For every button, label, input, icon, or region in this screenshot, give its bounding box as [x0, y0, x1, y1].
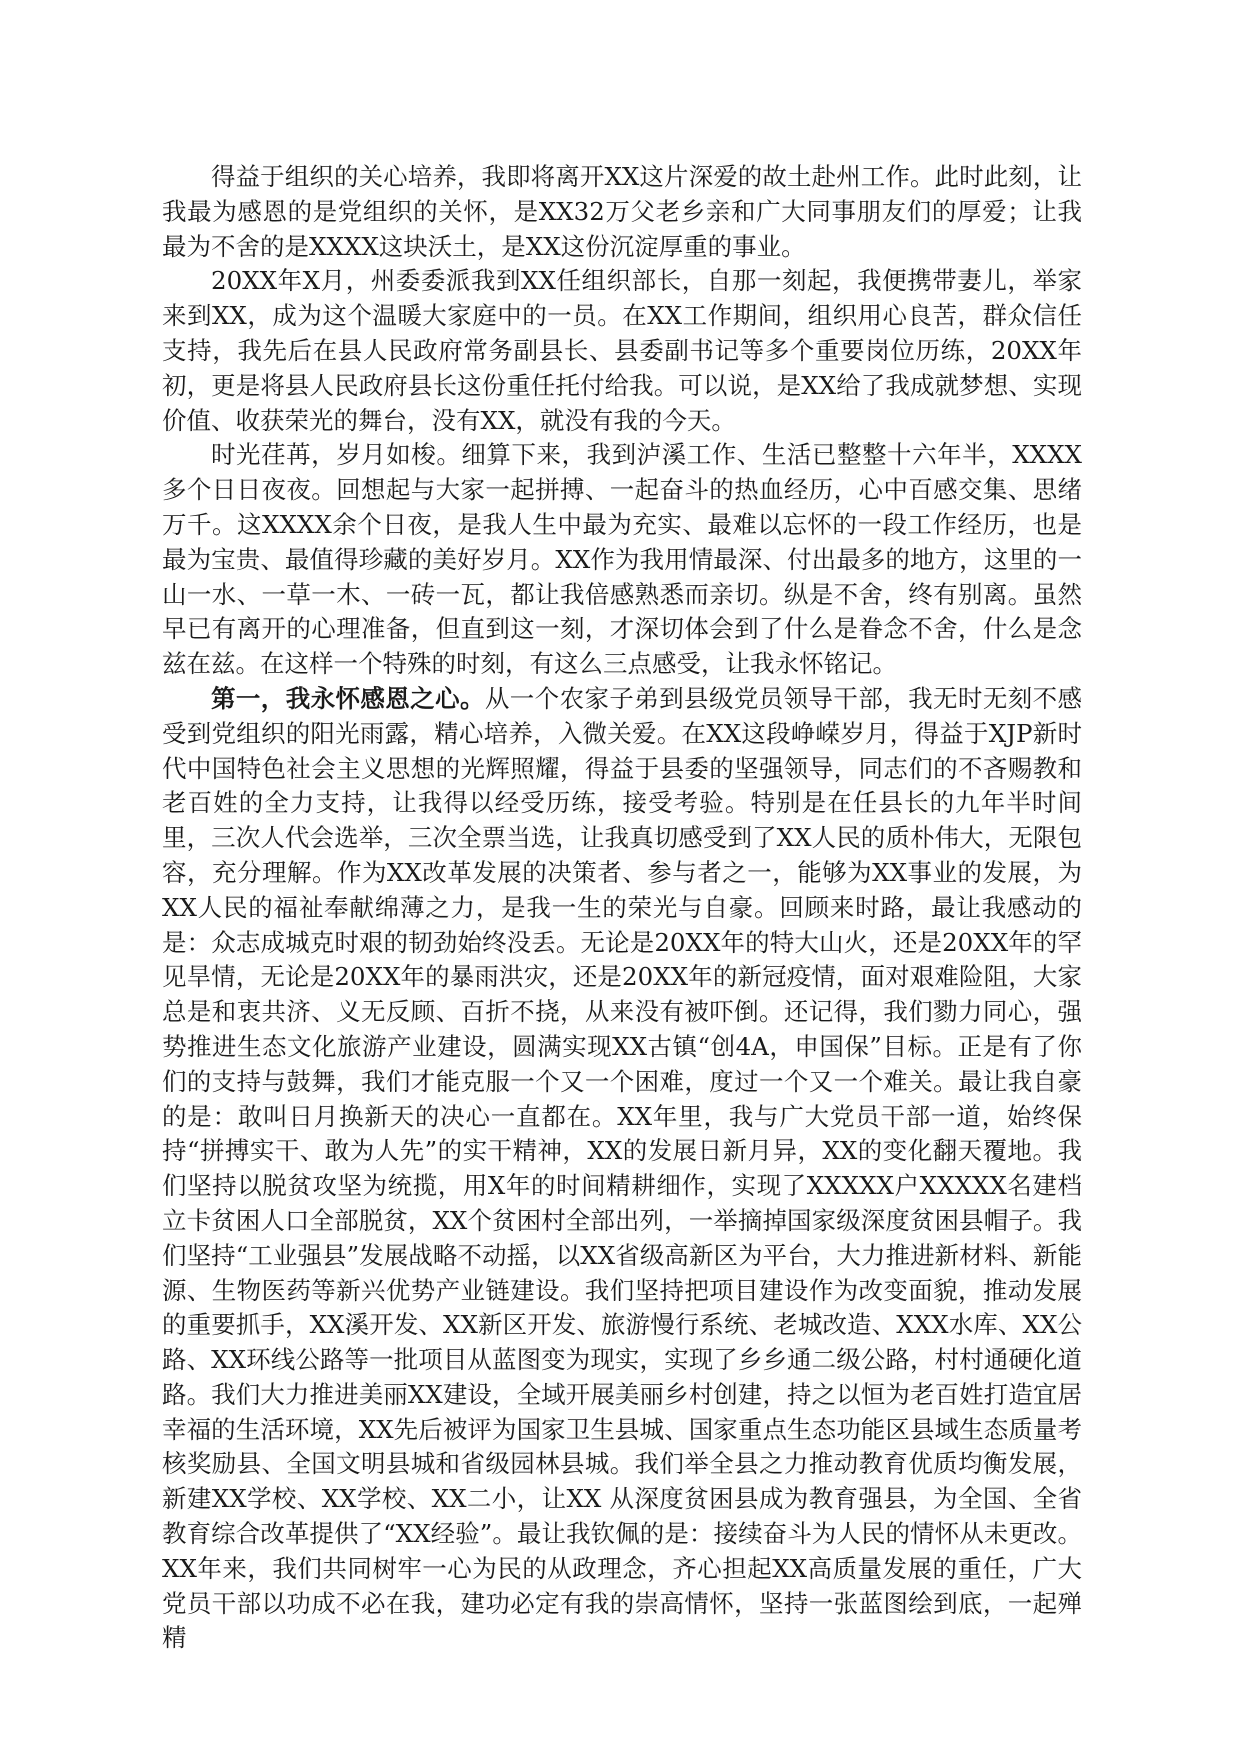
- document-body: [162, 160, 1082, 1656]
- paragraph-4-lead-heading: 第一，我永怀感恩之心。: [211, 683, 485, 713]
- paragraph-1-text: 得益于组织的关心培养，我即将离开XX这片深爱的故土赴州工作。此时此刻，让我最为感恩的是党组织的关怀，是XX32万父老乡亲和广大同事朋友们的厚爱；让我最为不舍的是XXXX这块沃土，是XX这份沉淀厚重的事业。: [162, 162, 1082, 261]
- paragraph-2: [162, 264, 1082, 438]
- paragraph-4-text: 从一个农家子弟到县级党员领导干部，我无时无刻不感受到党组织的阳光雨露，精心培养，入微关爱。在XX这段峥嵘岁月，得益于XJP新时代中国特色社会主义思想的光辉照耀，得益于县委的坚强领导，同志们的不吝赐教和老百姓的全力支持，让我得以经受历练，接受考验。特别是在任县长的九年半时间里，三次人代会选举，三次全票当选，让我真切感受到了XX人民的质朴伟大，无限包容，充分理解。作为XX改革发展的决策者、参与者之一，能够为XX事业的发展，为XX人民的福祉奉献绵薄之力，是我一生的荣光与自豪。回顾来时路，最让我感动的是：众志成城克时艰的韧劲始终没丢。无论是20XX年的特大山火，还是20XX年的罕见旱情，无论是20XX年的暴雨洪灾，还是20XX年的新冠疫情，面对艰难险阻，大家总是和衷共济、义无反顾、百折不挠，从来没有被吓倒。还记得，我们勠力同心，强势推进生态文化旅游产业建设，圆满实现XX古镇“创4A，申国保”目标。正是有了你们的支持与鼓舞，我们才能克服一个又一个困难，度过一个又一个难关。最让我自豪的是：敢叫日月换新天的决心一直都在。XX年里，我与广大党员干部一道，始终保持“拼搏实干、敢为人先”的实干精神，XX的发展日新月异，XX的变化翻天覆地。我们坚持以脱贫攻坚为统揽，用X年的时间精耕细作，实现了XXXXX户XXXXX名建档立卡贫困人口全部脱贫，XX个贫困村全部出列，一举摘掉国家级深度贫困县帽子。我们坚持“工业强县”发展战略不动摇，以XX省级高新区为平台，大力推进新材料、新能源、生物医药等新兴优势产业链建设。我们坚持把项目建设作为改变面貌，推动发展的重要抓手，XX溪开发、XX新区开发、旅游慢行系统、老城改造、XXX水库、XX公路、XX环线公路等一批项目从蓝图变为现实，实现了乡乡通二级公路，村村通硬化道路。我们大力推进美丽XX建设，全域开展美丽乡村创建，持之以恒为老百姓打造宜居幸福的生活环境，XX先后被评为国家卫生县城、国家重点生态功能区县域生态质量考核奖励县、全国文明县城和省级园林县城。我们举全县之力推动教育优质均衡发展，新建XX学校、XX学校、XX二小，让XX 从深度贫困县成为教育强县，为全国、全省教育综合改革提供了“XX经验”。最让我钦佩的是：接续奋斗为人民的情怀从未更改。XX年来，我们共同树牢一心为民的从政理念，齐心担起XX高质量发展的重任，广大党员干部以功成不必在我，建功必定有我的崇高情怀，坚持一张蓝图绘到底，一起殚精: [162, 683, 1083, 1653]
- paragraph-1: [162, 160, 1082, 264]
- paragraph-4: [162, 682, 1082, 1656]
- paragraph-3-text: 时光荏苒，岁月如梭。细算下来，我到泸溪工作、生活已整整十六年半，XXXX多个日日夜夜。回想起与大家一起拼搏、一起奋斗的热血经历，心中百感交集、思绪万千。这XXXX余个日夜，是我人生中最为充实、最难以忘怀的一段工作经历，也是最为宝贵、最值得珍藏的美好岁月。XX作为我用情最深、付出最多的地方，这里的一山一水、一草一木、一砖一瓦，都让我倍感熟悉而亲切。纵是不舍，终有别离。虽然早已有离开的心理准备，但直到这一刻，才深切体会到了什么是眷念不舍，什么是念兹在兹。在这样一个特殊的时刻，有这么三点感受，让我永怀铭记。: [162, 440, 1082, 679]
- paragraph-3: [162, 438, 1082, 682]
- paragraph-2-text: 20XX年X月，州委委派我到XX任组织部长，自那一刻起，我便携带妻儿，举家来到XX，成为这个温暖大家庭中的一员。在XX工作期间，组织用心良苦，群众信任支持，我先后在县人民政府常务副县长、县委副书记等多个重要岗位历练，20XX年初，更是将县人民政府县长这份重任托付给我。可以说，是XX给了我成就梦想、实现价值、收获荣光的舞台，没有XX，就没有我的今天。: [162, 266, 1082, 435]
